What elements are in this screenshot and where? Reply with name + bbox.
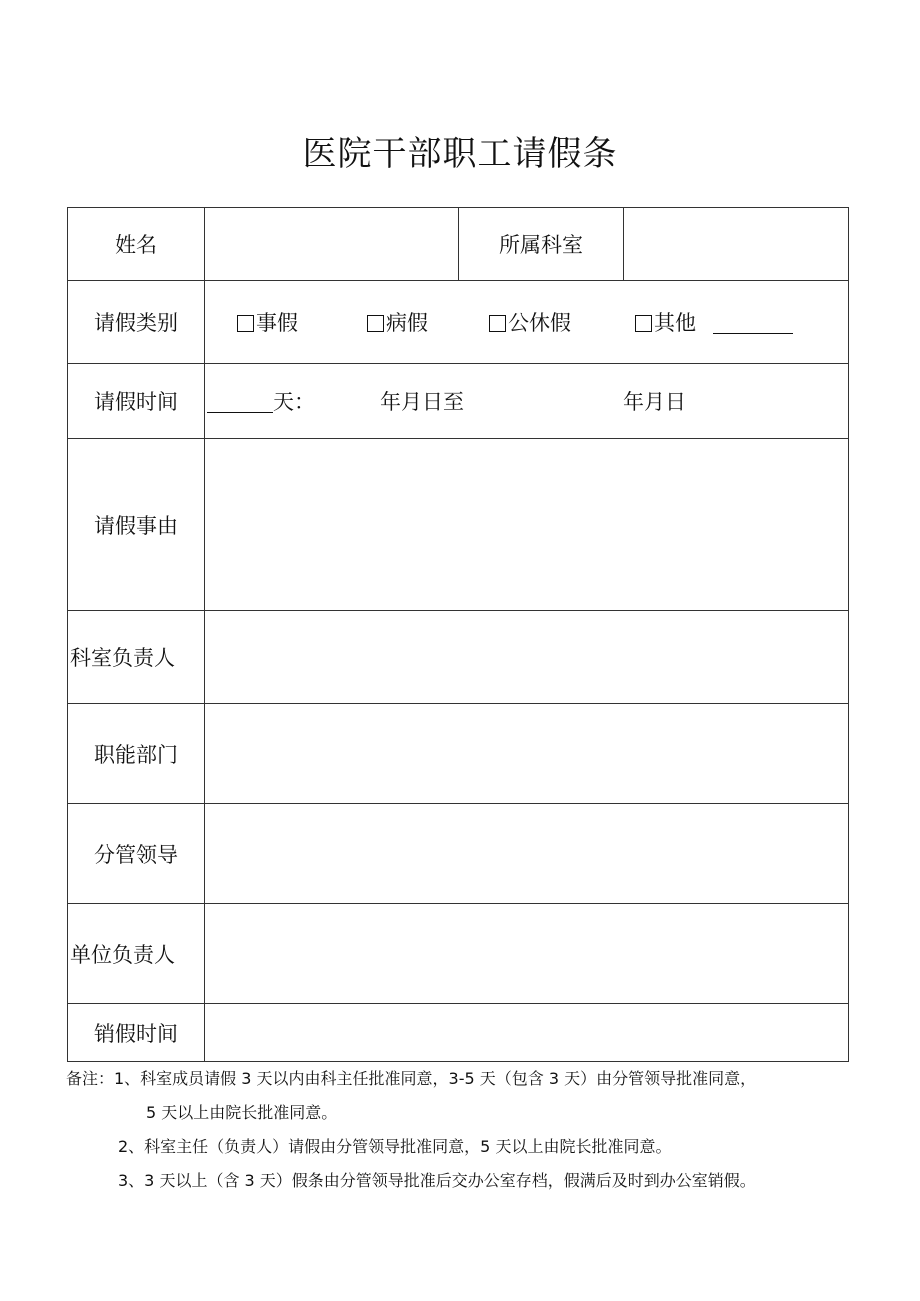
unit-head-field[interactable]	[205, 904, 849, 1004]
name-label: 姓名	[68, 208, 205, 281]
other-blank-line[interactable]	[713, 313, 793, 334]
note-line-1: 备注：1、科室成员请假 3 天以内由科主任批准同意，3-5 天（包含 3 天）由分管领导批准同意，	[66, 1069, 757, 1088]
note-line-4: 3、3 天以上（含 3 天）假条由分管领导批准后交办公室存档，假满后及时到办公室销假。	[118, 1171, 756, 1190]
functional-dept-label: 职能部门	[68, 704, 205, 804]
leader-label: 分管领导	[68, 804, 205, 904]
leave-type-options	[205, 281, 849, 364]
reason-label: 请假事由	[68, 439, 205, 611]
dept-head-label: 科室负责人	[68, 611, 205, 704]
name-field[interactable]	[205, 208, 459, 281]
dept-field[interactable]	[624, 208, 849, 281]
other-leave-option[interactable]	[635, 307, 793, 337]
dept-head-field[interactable]	[205, 611, 849, 704]
start-date[interactable]: 年月日至	[380, 390, 464, 414]
public-leave-text: 公休假	[508, 311, 571, 335]
leave-time-field	[205, 364, 849, 439]
reason-field[interactable]	[205, 439, 849, 611]
checkbox-icon[interactable]	[237, 315, 254, 332]
personal-leave-option[interactable]	[237, 307, 298, 337]
note-line-2: 5 天以上由院长批准同意。	[146, 1103, 338, 1122]
cancel-time-label: 销假时间	[68, 1004, 205, 1062]
public-leave-option[interactable]	[489, 307, 571, 337]
notes	[66, 1062, 866, 1198]
sick-leave-text: 病假	[386, 311, 428, 335]
cancel-time-field[interactable]	[205, 1004, 849, 1062]
page-title: 医院干部职工请假条	[302, 134, 618, 174]
leave-form-table	[67, 207, 849, 1062]
note-line-3: 2、科室主任（负责人）请假由分管领导批准同意，5 天以上由院长批准同意。	[118, 1137, 672, 1156]
personal-leave-text: 事假	[256, 311, 298, 335]
dept-label: 所属科室	[459, 208, 624, 281]
leader-field[interactable]	[205, 804, 849, 904]
checkbox-icon[interactable]	[635, 315, 652, 332]
checkbox-icon[interactable]	[489, 315, 506, 332]
functional-dept-field[interactable]	[205, 704, 849, 804]
other-leave-text: 其他	[654, 311, 696, 335]
leave-time-label: 请假时间	[68, 364, 205, 439]
checkbox-icon[interactable]	[367, 315, 384, 332]
days-blank[interactable]	[207, 386, 315, 416]
end-date[interactable]: 年月日	[623, 390, 686, 414]
days-suffix: 天：	[273, 390, 315, 414]
days-blank-line[interactable]	[207, 392, 273, 413]
leave-type-label: 请假类别	[68, 281, 205, 364]
unit-head-label: 单位负责人	[68, 904, 205, 1004]
sick-leave-option[interactable]	[367, 307, 428, 337]
